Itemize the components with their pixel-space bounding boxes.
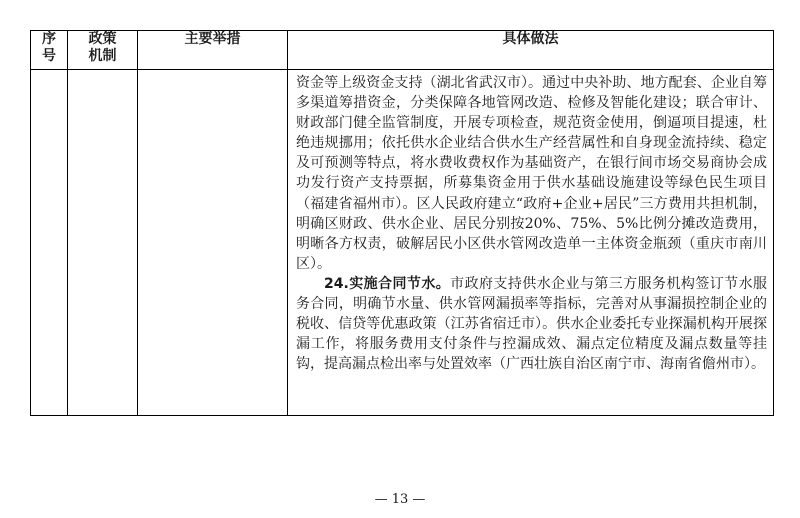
cell-policy-mechanism — [68, 70, 138, 416]
table-header-row — [31, 31, 774, 70]
item-24-paragraph — [296, 274, 767, 374]
page-number: — 13 — — [374, 492, 426, 507]
table-row — [31, 70, 774, 416]
continued-paragraph: 资金等上级资金支持（湖北省武汉市）。通过中央补助、地方配套、企业自筹多渠道筹措资金，分类保障各地管网改造、检修及智能化建设；联合审计、财政部门健全监管制度，开展专项检查，规范资金使用，倒逼项目提速，杜绝违规挪用；依托供水企业结合供水生产经营属性和自身现金流持续、稳定及可预测等特点，将水费收费权作为基础资产，在银行间市场交易商协会成功发行资产支持票据，所募集资金用于供水基础设施建设等绿色民生项目（福建省福州市）。区人民政府建立“政府+企业+居民”三方费用共担机制，明确区财政、供水企业、居民分别按20%、75%、5%比例分摊改造费用，明晰各方权责，破解居民小区供水管网改造单一主体资金瓶颈（重庆市南川区）。 — [296, 75, 767, 272]
item-24-title: 24.实施合同节水。 — [324, 275, 451, 292]
cell-serial-number — [31, 70, 68, 416]
practices-text — [288, 70, 773, 374]
header-specific-practices: 具体做法 — [288, 31, 774, 70]
header-serial-number: 序 号 — [31, 31, 68, 70]
header-policy-mechanism: 政策 机制 — [68, 31, 138, 70]
cell-specific-practices — [288, 70, 774, 416]
cell-main-measures — [138, 70, 288, 416]
header-main-measures: 主要举措 — [138, 31, 288, 70]
policy-table — [30, 30, 774, 416]
item-24-text: 市政府支持供水企业与第三方服务机构签订节水服务合同，明确节水量、供水管网漏损率等指标，完善对从事漏损控制企业的税收、信贷等优惠政策（江苏省宿迁市）。供水企业委托专业探漏机构开展探漏工作，将服务费用支付条件与控漏成效、漏点定位精度及漏点数量等挂钩，提高漏点检出率与处置效率（广西壮族自治区南宁市、海南省儋州市）。 — [296, 275, 767, 373]
